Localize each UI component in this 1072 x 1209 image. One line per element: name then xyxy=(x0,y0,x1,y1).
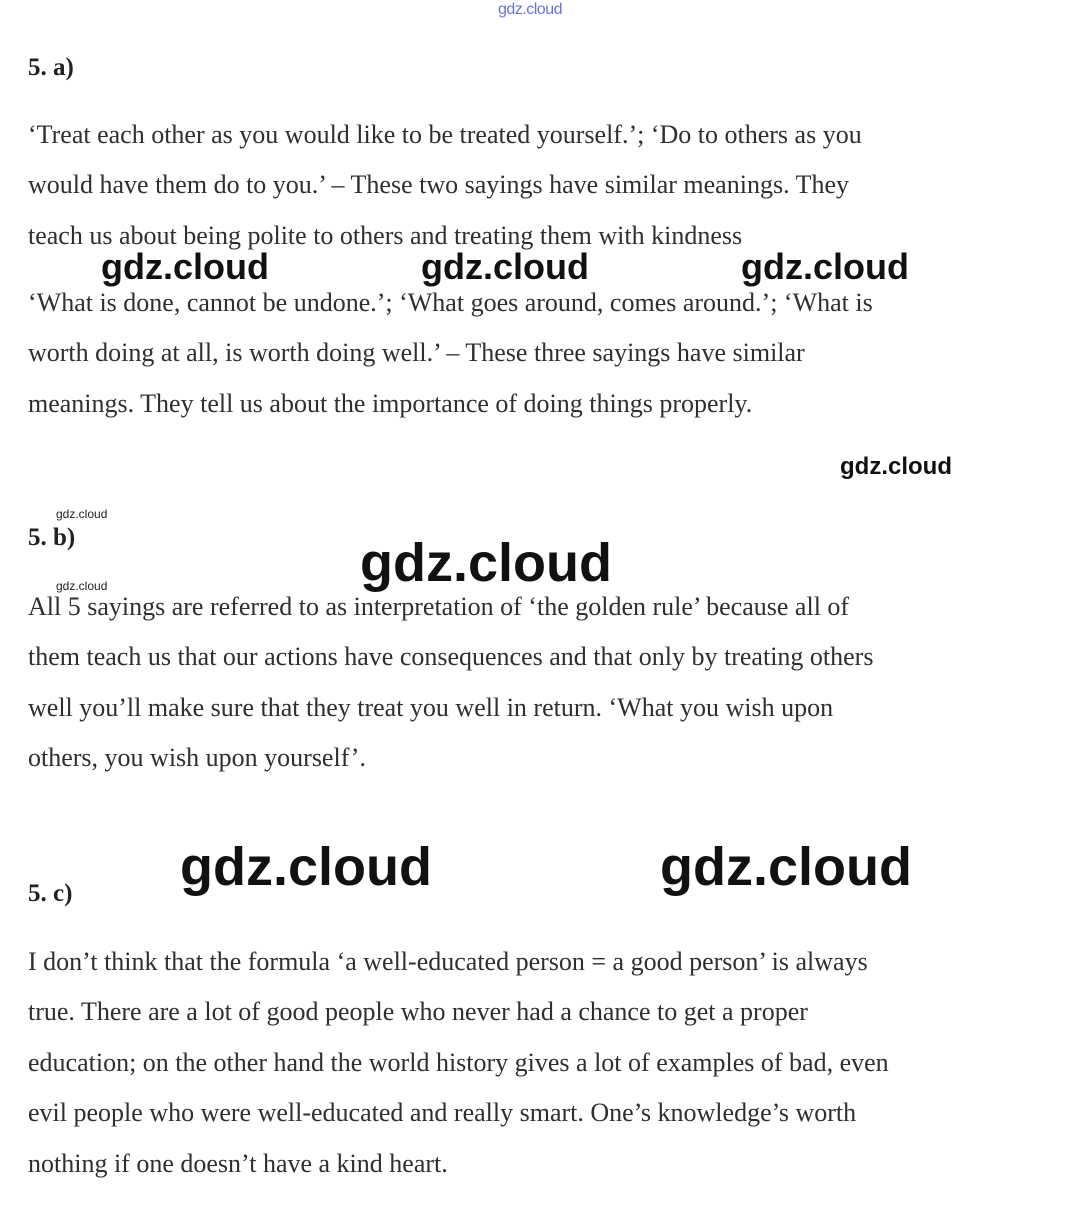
paragraph-5c-1 xyxy=(28,937,889,1189)
text-line: them teach us that our actions have consequences and that only by treating others xyxy=(28,642,874,672)
text-line: nothing if one doesn’t have a kind heart. xyxy=(28,1148,448,1178)
paragraph-5b-1 xyxy=(28,582,873,784)
text-line: worth doing at all, is worth doing well.’ – These three sayings have similar xyxy=(28,338,805,368)
watermark: gdz.cloud xyxy=(360,533,612,593)
text-line: would have them do to you.’ – These two sayings have similar meanings. They xyxy=(28,170,850,200)
text-line: ‘Treat each other as you would like to be treated yourself.’; ‘Do to others as you xyxy=(28,120,862,149)
paragraph-5a-2 xyxy=(28,278,873,429)
watermark: gdz.cloud xyxy=(741,246,909,287)
text-line: meanings. They tell us about the importance of doing things properly. xyxy=(28,388,753,418)
text-line: well you’ll make sure that they treat you well in return. ‘What you wish upon xyxy=(28,692,834,722)
text-line: others, you wish upon yourself’. xyxy=(28,743,366,773)
paragraph-5a-1 xyxy=(28,110,862,261)
watermark: gdz.cloud xyxy=(180,837,432,897)
text-line: ‘What is done, cannot be undone.’; ‘What goes around, comes around.’; ‘What is xyxy=(28,288,873,317)
watermark: gdz.cloud xyxy=(840,453,952,480)
text-line: evil people who were well-educated and really smart. One’s knowledge’s worth xyxy=(28,1098,857,1128)
text-line: I don’t think that the formula ‘a well-educated person = a good person’ is always xyxy=(28,947,868,976)
section-heading-5a: 5. a) xyxy=(28,54,74,81)
section-heading-5b: 5. b) xyxy=(28,524,76,551)
text-line: true. There are a lot of good people who never had a chance to get a proper xyxy=(28,997,808,1027)
section-heading-5c: 5. c) xyxy=(28,880,73,907)
watermark-top: gdz.cloud xyxy=(498,1,562,18)
text-line: teach us about being polite to others and treating them with kindness xyxy=(28,220,743,250)
text-line: All 5 sayings are referred to as interpretation of ‘the golden rule’ because all of xyxy=(28,592,850,621)
watermark-small: gdz.cloud xyxy=(56,507,108,521)
watermark: gdz.cloud xyxy=(421,246,589,287)
watermark-small: gdz.cloud xyxy=(56,579,108,593)
text-line: education; on the other hand the world history gives a lot of examples of bad, even xyxy=(28,1047,889,1077)
watermark: gdz.cloud xyxy=(660,837,912,897)
watermark: gdz.cloud xyxy=(101,246,269,287)
